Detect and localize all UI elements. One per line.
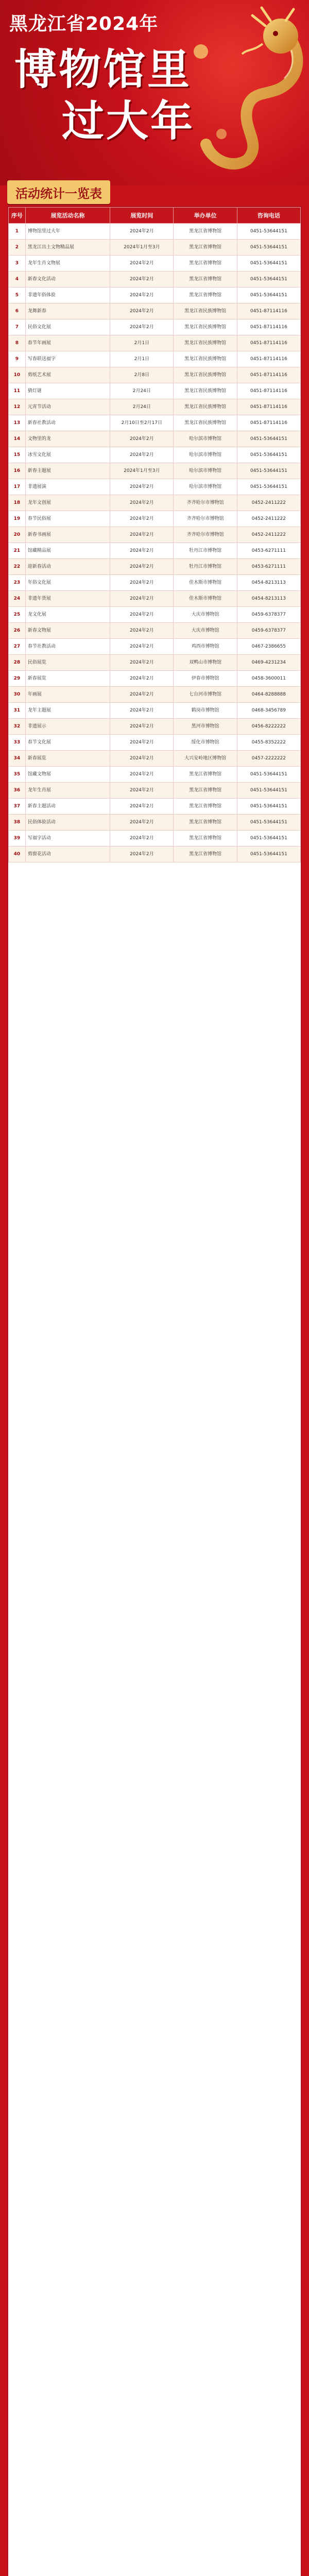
cell-index: 40 <box>9 846 26 862</box>
cell-time: 2024年2月 <box>110 224 174 240</box>
cell-name: 新春书画展 <box>25 527 110 543</box>
cell-index: 12 <box>9 399 26 415</box>
cell-name: 新春主题展 <box>25 463 110 479</box>
cell-name: 迎新春活动 <box>25 559 110 575</box>
cell-host: 齐齐哈尔市博物馆 <box>174 495 237 511</box>
table-row <box>9 287 301 303</box>
cell-index: 26 <box>9 623 26 639</box>
cell-name: 龙舞新春 <box>25 303 110 319</box>
cell-name: 龙年主题展 <box>25 703 110 719</box>
table-row <box>9 735 301 751</box>
cell-name: 民俗文化展 <box>25 319 110 335</box>
cell-host: 哈尔滨市博物馆 <box>174 431 237 447</box>
cell-index: 10 <box>9 367 26 383</box>
cell-phone: 0451-53644151 <box>237 256 300 272</box>
cell-phone: 0459-6378377 <box>237 623 300 639</box>
activity-table <box>7 206 302 2576</box>
table-row <box>9 415 301 431</box>
cell-host: 黑龙江省民族博物馆 <box>174 415 237 431</box>
cell-index: 8 <box>9 335 26 351</box>
cell-name: 春节年画展 <box>25 335 110 351</box>
cell-time: 2024年2月 <box>110 447 174 463</box>
cell-host: 七台河市博物馆 <box>174 687 237 703</box>
table-row <box>9 335 301 351</box>
cell-time: 2024年2月 <box>110 319 174 335</box>
cell-host: 黑龙江省民族博物馆 <box>174 351 237 367</box>
cell-phone: 0454-8213113 <box>237 575 300 591</box>
cell-phone: 0451-53644151 <box>237 815 300 831</box>
cell-host: 佳木斯市博物馆 <box>174 591 237 607</box>
cell-phone: 0451-53644151 <box>237 479 300 495</box>
cell-index: 3 <box>9 256 26 272</box>
cell-time: 2024年2月 <box>110 623 174 639</box>
cell-index: 29 <box>9 671 26 687</box>
cell-phone: 0456-8222222 <box>237 719 300 735</box>
cell-host: 鸡西市博物馆 <box>174 639 237 655</box>
table-row <box>9 256 301 272</box>
cell-host: 黑龙江省博物馆 <box>174 256 237 272</box>
cell-name: 博物馆里过大年 <box>25 224 110 240</box>
cell-host: 黑龙江省博物馆 <box>174 831 237 846</box>
cell-time: 2024年2月 <box>110 783 174 799</box>
hero-title-line1: 博物馆里 <box>14 45 192 94</box>
cell-index: 18 <box>9 495 26 511</box>
cell-phone: 0451-53644151 <box>237 783 300 799</box>
cell-name: 剪窗花活动 <box>25 846 110 862</box>
cell-time: 2月1日 <box>110 351 174 367</box>
cell-index: 34 <box>9 751 26 767</box>
cell-host: 黑龙江省民族博物馆 <box>174 303 237 319</box>
cell-time: 2024年2月 <box>110 815 174 831</box>
table-row <box>9 224 301 240</box>
cell-index: 36 <box>9 783 26 799</box>
cell-index: 14 <box>9 431 26 447</box>
cell-time: 2月10日至2月17日 <box>110 415 174 431</box>
cell-time: 2024年2月 <box>110 287 174 303</box>
cell-name: 写福字活动 <box>25 831 110 846</box>
cell-phone: 0451-87114116 <box>237 303 300 319</box>
cell-phone: 0451-53644151 <box>237 431 300 447</box>
cell-name: 春节文化展 <box>25 735 110 751</box>
header-time: 展览时间 <box>110 208 174 224</box>
cell-index: 5 <box>9 287 26 303</box>
table-row <box>9 559 301 575</box>
section-title: 活动统计一览表 <box>7 180 110 204</box>
cell-time: 2024年2月 <box>110 431 174 447</box>
table-row <box>9 783 301 799</box>
cell-phone: 0451-53644151 <box>237 224 300 240</box>
cell-index: 35 <box>9 767 26 783</box>
hero-year-line: 黑龙江省2024年 <box>9 13 159 35</box>
cell-index: 23 <box>9 575 26 591</box>
cell-time: 2024年2月 <box>110 687 174 703</box>
cell-time: 2024年2月 <box>110 559 174 575</box>
cell-time: 2024年2月 <box>110 735 174 751</box>
cell-index: 9 <box>9 351 26 367</box>
table-row <box>9 527 301 543</box>
cell-index: 22 <box>9 559 26 575</box>
cell-name: 春节社教活动 <box>25 639 110 655</box>
cell-phone: 0451-53644151 <box>237 287 300 303</box>
cell-index: 32 <box>9 719 26 735</box>
cell-name: 新春主题活动 <box>25 799 110 815</box>
table-row <box>9 543 301 559</box>
table-row <box>9 431 301 447</box>
cell-time: 2024年2月 <box>110 671 174 687</box>
cell-name: 龙年生肖文物展 <box>25 256 110 272</box>
table-row <box>9 383 301 399</box>
cell-time: 2月1日 <box>110 335 174 351</box>
cell-index: 15 <box>9 447 26 463</box>
cell-phone: 0451-53644151 <box>237 272 300 287</box>
cell-phone: 0451-53644151 <box>237 831 300 846</box>
table-row <box>9 463 301 479</box>
cell-time: 2024年2月 <box>110 751 174 767</box>
cell-index: 11 <box>9 383 26 399</box>
table-row <box>9 846 301 862</box>
table-row <box>9 655 301 671</box>
cell-phone: 0451-87114116 <box>237 351 300 367</box>
cell-name: 非遗年货展 <box>25 591 110 607</box>
cell-phone: 0451-53644151 <box>237 846 300 862</box>
table-row <box>9 367 301 383</box>
hero-banner <box>0 0 309 185</box>
cell-name: 非遗年俗体验 <box>25 287 110 303</box>
cell-index: 6 <box>9 303 26 319</box>
cell-time: 2024年2月 <box>110 479 174 495</box>
cell-name: 龙文化展 <box>25 607 110 623</box>
cell-name: 猜灯谜 <box>25 383 110 399</box>
cell-phone: 0464-8288888 <box>237 687 300 703</box>
cell-name: 龙年文创展 <box>25 495 110 511</box>
cell-host: 黑龙江省民族博物馆 <box>174 319 237 335</box>
cell-time: 2024年2月 <box>110 831 174 846</box>
cell-time: 2024年2月 <box>110 272 174 287</box>
cell-index: 24 <box>9 591 26 607</box>
cell-host: 黑龙江省博物馆 <box>174 240 237 256</box>
cell-index: 28 <box>9 655 26 671</box>
cell-phone: 0451-87114116 <box>237 367 300 383</box>
cell-host: 大庆市博物馆 <box>174 623 237 639</box>
cell-index: 13 <box>9 415 26 431</box>
cell-name: 民俗展览 <box>25 655 110 671</box>
cell-index: 1 <box>9 224 26 240</box>
cell-time: 2024年2月 <box>110 303 174 319</box>
table-row <box>9 719 301 735</box>
cell-time: 2024年2月 <box>110 607 174 623</box>
table-row <box>9 831 301 846</box>
cell-index: 21 <box>9 543 26 559</box>
cell-phone: 0455-8352222 <box>237 735 300 751</box>
cell-time: 2024年2月 <box>110 846 174 862</box>
cell-index: 37 <box>9 799 26 815</box>
table-header-row <box>9 208 301 224</box>
cell-phone: 0451-87114116 <box>237 399 300 415</box>
cell-host: 双鸭山市博物馆 <box>174 655 237 671</box>
cell-phone: 0469-4231234 <box>237 655 300 671</box>
cell-name: 非遗展演 <box>25 479 110 495</box>
cell-name: 新春展览 <box>25 751 110 767</box>
hero-title-line2: 过大年 <box>62 97 195 146</box>
cell-index: 19 <box>9 511 26 527</box>
header-index: 序号 <box>9 208 26 224</box>
cell-phone: 0468-3456789 <box>237 703 300 719</box>
table-row <box>9 671 301 687</box>
cell-name: 龙年生肖展 <box>25 783 110 799</box>
cell-time: 2024年2月 <box>110 511 174 527</box>
cell-index: 16 <box>9 463 26 479</box>
cell-name: 黑龙江出土文物精品展 <box>25 240 110 256</box>
cell-host: 佳木斯市博物馆 <box>174 575 237 591</box>
cell-host: 鹤岗市博物馆 <box>174 703 237 719</box>
cell-phone: 0457-2222222 <box>237 751 300 767</box>
cell-phone: 0458-3600011 <box>237 671 300 687</box>
table-row <box>9 303 301 319</box>
cell-time: 2月8日 <box>110 367 174 383</box>
table-row <box>9 703 301 719</box>
cell-index: 30 <box>9 687 26 703</box>
table-row <box>9 575 301 591</box>
cell-host: 哈尔滨市博物馆 <box>174 463 237 479</box>
cell-time: 2月24日 <box>110 399 174 415</box>
cell-phone: 0467-2386655 <box>237 639 300 655</box>
table-row <box>9 447 301 463</box>
table-row <box>9 767 301 783</box>
cell-name: 春节民俗展 <box>25 511 110 527</box>
table-row <box>9 511 301 527</box>
cell-phone: 0452-2411222 <box>237 527 300 543</box>
cell-phone: 0459-6378377 <box>237 607 300 623</box>
header-host: 举办单位 <box>174 208 237 224</box>
cell-time: 2024年2月 <box>110 543 174 559</box>
cell-index: 4 <box>9 272 26 287</box>
cell-index: 2 <box>9 240 26 256</box>
cell-phone: 0451-87114116 <box>237 335 300 351</box>
cell-name: 馆藏文物展 <box>25 767 110 783</box>
cell-host: 绥化市博物馆 <box>174 735 237 751</box>
cell-name: 写春联送福字 <box>25 351 110 367</box>
cell-host: 牡丹江市博物馆 <box>174 559 237 575</box>
cell-index: 31 <box>9 703 26 719</box>
cell-host: 伊春市博物馆 <box>174 671 237 687</box>
cell-phone: 0451-53644151 <box>237 240 300 256</box>
table-row <box>9 607 301 623</box>
cell-name: 年画展 <box>25 687 110 703</box>
cell-time: 2024年1月至3月 <box>110 463 174 479</box>
cell-index: 7 <box>9 319 26 335</box>
cell-time: 2024年2月 <box>110 575 174 591</box>
table-row <box>9 815 301 831</box>
cell-host: 黑龙江省博物馆 <box>174 287 237 303</box>
table-row <box>9 319 301 335</box>
cell-host: 黑河市博物馆 <box>174 719 237 735</box>
cell-host: 黑龙江省民族博物馆 <box>174 367 237 383</box>
cell-name: 文物里的龙 <box>25 431 110 447</box>
cell-time: 2024年2月 <box>110 799 174 815</box>
cell-phone: 0451-87114116 <box>237 383 300 399</box>
table-row <box>9 240 301 256</box>
cell-host: 黑龙江省博物馆 <box>174 224 237 240</box>
cell-host: 哈尔滨市博物馆 <box>174 479 237 495</box>
cell-name: 馆藏精品展 <box>25 543 110 559</box>
header-name: 展览活动名称 <box>25 208 110 224</box>
cell-name: 新春文物展 <box>25 623 110 639</box>
cell-host: 黑龙江省博物馆 <box>174 846 237 862</box>
cell-phone: 0454-8213113 <box>237 591 300 607</box>
cell-time: 2024年2月 <box>110 527 174 543</box>
cell-name: 非遗展示 <box>25 719 110 735</box>
cell-host: 黑龙江省博物馆 <box>174 783 237 799</box>
cell-host: 大兴安岭地区博物馆 <box>174 751 237 767</box>
cell-phone: 0452-2411222 <box>237 511 300 527</box>
cell-name: 新春展览 <box>25 671 110 687</box>
cell-name: 剪纸艺术展 <box>25 367 110 383</box>
cell-host: 齐齐哈尔市博物馆 <box>174 511 237 527</box>
cell-phone: 0451-53644151 <box>237 767 300 783</box>
table-row <box>9 479 301 495</box>
cell-name: 元宵节活动 <box>25 399 110 415</box>
cell-host: 黑龙江省民族博物馆 <box>174 383 237 399</box>
cell-time: 2024年2月 <box>110 703 174 719</box>
header-phone: 咨询电话 <box>237 208 300 224</box>
cell-phone: 0453-6271111 <box>237 559 300 575</box>
cell-name: 新春文化活动 <box>25 272 110 287</box>
cell-time: 2024年2月 <box>110 639 174 655</box>
cell-index: 17 <box>9 479 26 495</box>
cell-time: 2024年1月至3月 <box>110 240 174 256</box>
cell-phone: 0451-53644151 <box>237 463 300 479</box>
cell-time: 2024年2月 <box>110 655 174 671</box>
table-row <box>9 495 301 511</box>
dragon-illustration <box>144 5 309 175</box>
cell-time: 2024年2月 <box>110 591 174 607</box>
cell-host: 齐齐哈尔市博物馆 <box>174 527 237 543</box>
cell-time: 2024年2月 <box>110 495 174 511</box>
cell-host: 黑龙江省博物馆 <box>174 767 237 783</box>
cell-index: 25 <box>9 607 26 623</box>
table-row <box>9 272 301 287</box>
cell-name: 年俗文化展 <box>25 575 110 591</box>
cell-host: 黑龙江省民族博物馆 <box>174 399 237 415</box>
cell-name: 冰雪文化展 <box>25 447 110 463</box>
table-row <box>9 591 301 607</box>
cell-index: 27 <box>9 639 26 655</box>
cell-name: 新春社教活动 <box>25 415 110 431</box>
table-row <box>9 399 301 415</box>
cell-host: 牡丹江市博物馆 <box>174 543 237 559</box>
cell-phone: 0453-6271111 <box>237 543 300 559</box>
cell-host: 黑龙江省博物馆 <box>174 799 237 815</box>
cell-phone: 0451-53644151 <box>237 447 300 463</box>
cell-index: 38 <box>9 815 26 831</box>
cell-time: 2月24日 <box>110 383 174 399</box>
cell-time: 2024年2月 <box>110 767 174 783</box>
cell-host: 黑龙江省民族博物馆 <box>174 335 237 351</box>
cell-time: 2024年2月 <box>110 256 174 272</box>
cell-phone: 0451-87114116 <box>237 415 300 431</box>
table-row <box>9 687 301 703</box>
table-row <box>9 351 301 367</box>
table-row <box>9 623 301 639</box>
cell-index: 33 <box>9 735 26 751</box>
cell-host: 大庆市博物馆 <box>174 607 237 623</box>
cell-host: 哈尔滨市博物馆 <box>174 447 237 463</box>
cell-phone: 0451-53644151 <box>237 799 300 815</box>
cell-phone: 0451-87114116 <box>237 319 300 335</box>
cell-index: 20 <box>9 527 26 543</box>
table-row <box>9 799 301 815</box>
cell-time: 2024年2月 <box>110 719 174 735</box>
cell-name: 民俗体验活动 <box>25 815 110 831</box>
cell-index: 39 <box>9 831 26 846</box>
cell-host: 黑龙江省博物馆 <box>174 815 237 831</box>
table-row <box>9 751 301 767</box>
cell-host: 黑龙江省博物馆 <box>174 272 237 287</box>
cell-phone: 0452-2411222 <box>237 495 300 511</box>
table-row <box>9 639 301 655</box>
